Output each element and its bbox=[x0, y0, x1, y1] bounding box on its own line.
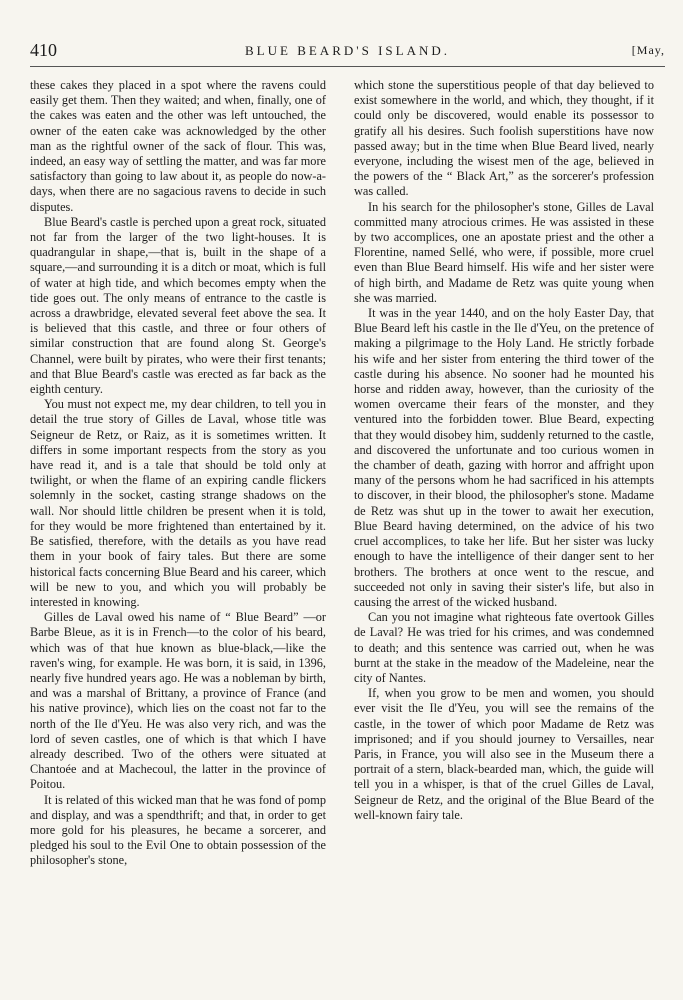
paragraph: If, when you grow to be men and women, you should ever visit the Ile d'Yeu, you will see the remains of the castle, in the tower of which poor Madame de Retz was imprisoned; and if you should journey to Versailles, near Paris, in France, you will also see in the Museum there a portrait of a stern, black-bearded man, which, the guide will tell you in a whisper, is that of the cruel Gilles de Laval, Seigneur de Retz, and the original of the Blue Beard of the well-known fairy tale. bbox=[354, 686, 654, 822]
paragraph: Blue Beard's castle is perched upon a great rock, situated not far from the larger of the two light-houses. It is quadrangular in shape,—that is, built in the shape of a square,—and surrounding it is a ditch or moat, which is full of water at high tide, and which becomes empty when the tide goes out. The only means of entrance to the castle is across a drawbridge, elevated several feet above the sea. It is believed that this castle, and three or four others of similar construction that are found along St. George's Channel, were built by pirates, who were their first tenants; and that Blue Beard's castle was erected as far back as the eighth century. bbox=[30, 214, 326, 397]
paragraph: Gilles de Laval owed his name of “ Blue Beard” —or Barbe Bleue, as it is in French—to the color of his beard, which was of that hue known as blue-black,—like the raven's wing, for example. He was born, it is said, in 1396, nearly five hundred years ago. He was a nobleman by birth, and was a marshal of Brittany, a province of France (and his native province), which lies on the coast not far to the north of the Ile d'Yeu. He was also very rich, and was the lord of seven castles, one of which is that which I have already described. Two of the others were situated at Chantoée and at Machecoul, the latter in the province of Poitou. bbox=[30, 610, 326, 792]
paragraph: It was in the year 1440, and on the holy Easter Day, that Blue Beard left his castle in the Ile d'Yeu, on the pretence of making a pilgrimage to the Holy Land. He strictly forbade his wife and her sister from entering the third tower of the castle during his absence. No sooner had he mounted his horse and ridden away, however, than the curiosity of the women overcame their fears of the monster, and they ventured into the forbidden tower. Blue Beard, expecting that they would disobey him, suddenly returned to the castle, and discovered the unfortunate and too curious women in the chamber of death, gazing with horror and affright upon many of the persons whom he had sacrificed in his attempts to discover, in their blood, the philosopher's stone. Madame de Retz was shut up in the tower to await her execution, Blue Beard having determined, on the advice of his two cruel accomplices, to take her life. But her sister was lucky enough to have the intelligence of their danger sent to her brothers. The brothers at once went to the rescue, and succeeded not only in saving their sister's life, but also in causing the arrest of the wicked husband. bbox=[354, 306, 654, 609]
paragraph: which stone the superstitious people of that day believed to exist somewhere in the world, and which, they thought, if it could only be discovered, would enable its possessor to gratify all his desires. Such foolish superstitions have now passed away; but in the time when Blue Beard lived, nearly everyone, including the wisest men of the age, believed in the powers of the “ Black Art,” as the sorcerer's profession was called. bbox=[354, 78, 654, 199]
paragraph: these cakes they placed in a spot where the ravens could easily get them. Then they waited; and when, finally, one of the cakes was eaten and the other was left untouched, the owner of the eaten cake was acknowledged by the other man as the rightful owner of the sack of flour. This was, indeed, an easy way of settling the matter, and was far more satisfactory than going to law about it, as people do now-a-days, when there are no sagacious ravens to decide in such disputes. bbox=[30, 78, 326, 214]
left-column bbox=[30, 78, 326, 869]
running-header bbox=[30, 40, 665, 67]
page-number: 410 bbox=[30, 40, 57, 60]
right-column bbox=[354, 78, 654, 823]
paragraph: It is related of this wicked man that he was fond of pomp and display, and was a spendthrift; and that, in order to get more gold for his pleasures, he became a sorcerer, and pledged his soul to the Evil One to obtain possession of the philosopher's stone, bbox=[30, 792, 326, 868]
paragraph: Can you not imagine what righteous fate overtook Gilles de Laval? He was tried for his crimes, and was condemned to death; and this sentence was carried out, when he was burnt at the stake in the meadow of the Madeleine, near the city of Nantes. bbox=[354, 610, 654, 685]
issue-month: [May, bbox=[631, 43, 665, 57]
running-title: BLUE BEARD'S ISLAND. bbox=[245, 43, 450, 58]
paragraph: You must not expect me, my dear children, to tell you in detail the true story of Gilles de Laval, whose title was Seigneur de Retz, or Raiz, as it is sometimes written. It differs in some important respects from the story as you have read it, and is a tale that should be told only at twilight, or when the flame of an expiring candle flickers solemnly in the socket, casting strange shadows on the wall. Nor should little children be present when it is told, for they would be more frightened than entertained by it. Be satisfied, therefore, with the details as you have read them in your book of fairy tales. But there are some historical facts concerning Blue Beard and his career, which will be new to you, and which you will probably be interested in knowing. bbox=[30, 397, 326, 609]
paragraph: In his search for the philosopher's stone, Gilles de Laval committed many atrocious crimes. He was assisted in these by two accomplices, one an apostate priest and the other a Florentine, named Sellé, who were, if possible, more cruel even than Blue Beard himself. His wife and her sister were of high birth, and Madame de Retz was quite young when she was married. bbox=[354, 199, 654, 305]
